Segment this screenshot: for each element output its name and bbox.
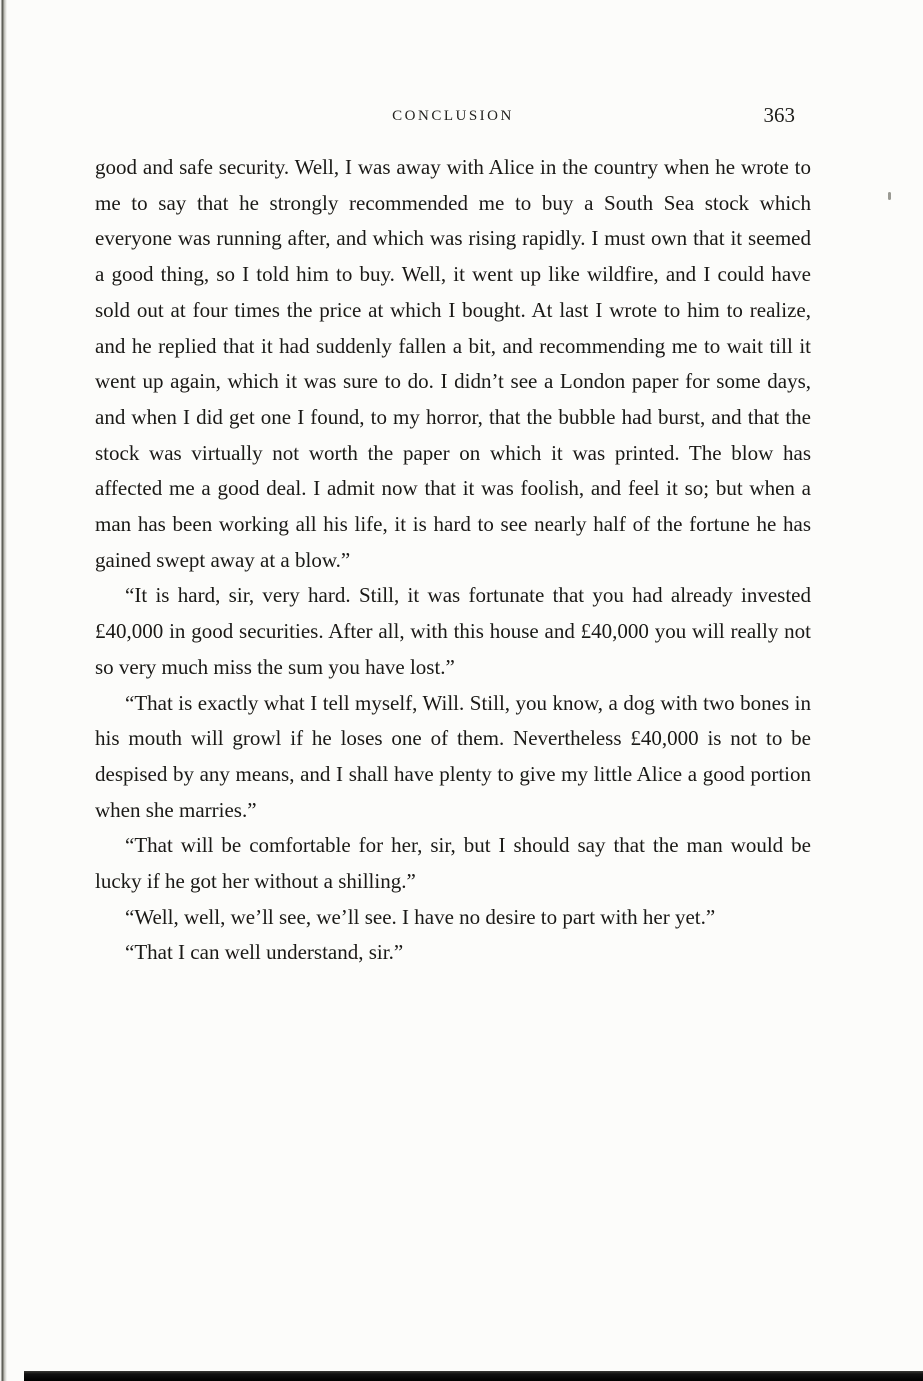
scan-edge-left (0, 0, 7, 1381)
page-header (95, 103, 811, 131)
paragraph: “It is hard, sir, very hard. Still, it was fortunate that you had already invested £40,000 in good securities. After all, with this house and £40,000 you will really not so very much miss the sum you have lost.” (95, 583, 811, 679)
scan-edge-bottom (24, 1371, 923, 1381)
paragraph: “That I can well understand, sir.” (125, 940, 404, 965)
scan-speck (888, 192, 891, 200)
paragraph: “Well, well, we’ll see, we’ll see. I have no desire to part with her yet.” (125, 904, 716, 929)
paragraph: “That is exactly what I tell myself, Will. Still, you know, a dog with two bones in his mouth will growl if he loses one of them. Nevertheless £40,000 is not to be despised by any means, and I shall have plenty to give my little Alice a good portion when she marries.” (95, 690, 811, 822)
page-body-text (95, 150, 811, 971)
running-header-title: CONCLUSION (392, 108, 514, 124)
page-number: 363 (763, 103, 795, 127)
paragraph: “That will be comfortable for her, sir, but I should say that the man would be lucky if he got her without a shilling.” (95, 833, 811, 894)
paragraph: good and safe security. Well, I was away with Alice in the country when he wrote to me to say that he strongly recommended me to buy a South Sea stock which everyone was running after, and which was rising rapidly. I must own that it seemed a good thing, so I told him to buy. Well, it went up like wildfire, and I could have sold out at four times the price at which I bought. At last I wrote to him to realize, and he replied that it had suddenly fallen a bit, and recommending me to wait till it went up again, which it was sure to do. I didn’t see a London paper for some days, and when I did get one I found, to my horror, that the bubble had burst, and that the stock was virtually not worth the paper on which it was printed. The blow has affected me a good deal. I admit now that it was foolish, and feel it so; but when a man has been working all his life, it is hard to see nearly half of the fortune he has gained swept away at a blow.” (95, 155, 811, 572)
